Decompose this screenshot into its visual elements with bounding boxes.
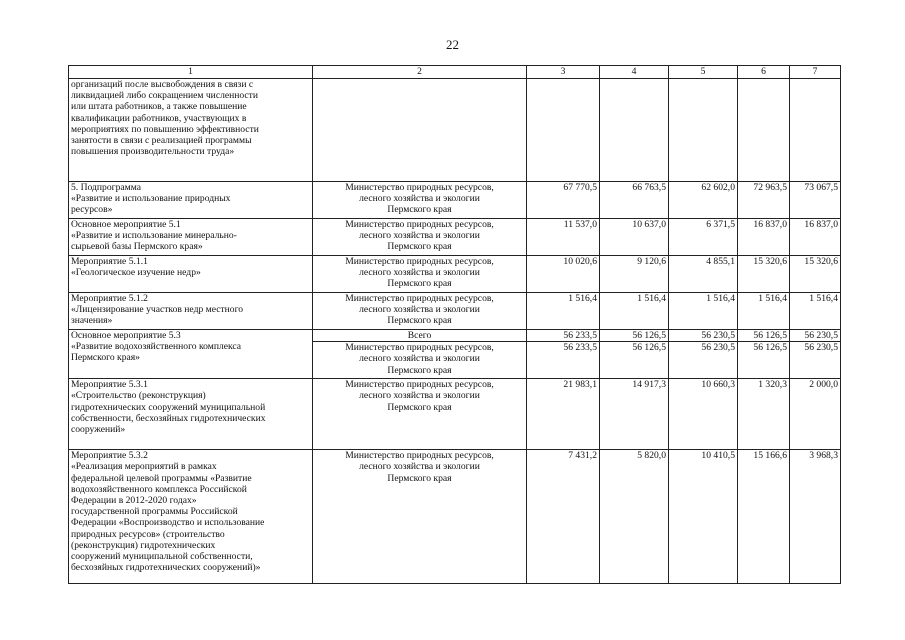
cell-text-line: «Лицензирование участков недр местного [71, 304, 244, 316]
value-cell: 2 000,0 [790, 379, 841, 450]
cell-text-line: Министерство природных ресурсов, [345, 182, 494, 193]
cell-text-line: Министерство природных ресурсов, [345, 293, 494, 304]
cell-text-line: Пермского края» [71, 352, 140, 364]
value-cell: 9 120,6 [600, 256, 669, 293]
cell-text-line: «Развитие и использование природных [71, 193, 231, 205]
executor-cell [313, 330, 527, 342]
activity-name-cell [69, 450, 313, 584]
activity-name-cell [69, 256, 313, 293]
executor-cell [313, 450, 527, 584]
executor-cell [313, 342, 527, 379]
value-cell [527, 79, 600, 182]
cell-text-line: ресурсов» [71, 204, 113, 216]
cell-text-line: водохозяйственного комплекса Российской [71, 483, 247, 495]
value-cell: 10 660,3 [669, 379, 738, 450]
value-cell: 56 233,5 [527, 342, 600, 379]
cell-text-line: Министерство природных ресурсов, [345, 450, 494, 462]
value-cell: 15 320,6 [790, 256, 841, 293]
cell-text-line: Пермского края [387, 278, 452, 290]
value-cell [669, 79, 738, 182]
cell-text-line: лесного хозяйства и экологии [359, 193, 480, 205]
cell-text-line: Всего [407, 330, 432, 341]
value-cell: 56 230,5 [669, 342, 738, 379]
executor-cell [313, 79, 527, 182]
value-cell: 56 230,5 [790, 342, 841, 379]
cell-text-line: Пермского края [387, 315, 452, 327]
value-cell: 14 917,3 [600, 379, 669, 450]
executor-cell [313, 293, 527, 330]
cell-text-line: сырьевой базы Пермского края» [71, 241, 203, 253]
table-row [69, 256, 841, 293]
column-header: 7 [790, 66, 841, 79]
value-cell: 5 820,0 [600, 450, 669, 584]
column-header: 4 [600, 66, 669, 79]
cell-text-line: Пермского края [387, 472, 452, 484]
executor-cell [313, 182, 527, 219]
budget-table [68, 65, 841, 584]
cell-text-line: Федерации в 2012-2020 годах» [71, 495, 197, 507]
cell-text-line: федеральной целевой программы «Развитие [71, 472, 252, 484]
cell-text-line: лесного хозяйства и экологии [359, 353, 480, 365]
executor-cell [313, 379, 527, 450]
value-cell: 6 371,5 [669, 219, 738, 256]
column-header: 1 [69, 66, 313, 79]
activity-name-cell [69, 79, 313, 182]
cell-text-line: ликвидацией либо сокращением численности [71, 90, 259, 102]
column-header: 3 [527, 66, 600, 79]
table-row [69, 182, 841, 219]
column-header: 2 [313, 66, 527, 79]
value-cell: 1 320,3 [738, 379, 790, 450]
table-row [69, 79, 841, 182]
value-cell: 3 968,3 [790, 450, 841, 584]
cell-text-line: Мероприятие 5.3.1 [71, 379, 148, 391]
value-cell: 10 637,0 [600, 219, 669, 256]
value-cell: 62 602,0 [669, 182, 738, 219]
cell-text-line: лесного хозяйства и экологии [359, 304, 480, 316]
cell-text-line: «Реализация мероприятий в рамках [71, 461, 217, 473]
value-cell: 1 516,4 [669, 293, 738, 330]
value-cell [790, 79, 841, 182]
cell-text-line: Пермского края [387, 241, 452, 253]
cell-text-line: Пермского края [387, 401, 452, 413]
cell-text-line: мероприятиях по повышению эффективности [71, 123, 259, 135]
value-cell: 16 837,0 [738, 219, 790, 256]
executor-cell [313, 219, 527, 256]
cell-text-line: государственной программы Российской [71, 506, 238, 518]
value-cell: 4 855,1 [669, 256, 738, 293]
value-cell [738, 79, 790, 182]
value-cell: 66 763,5 [600, 182, 669, 219]
cell-text-line: сооружений муниципальной собственности, [71, 551, 253, 563]
value-cell: 10 020,6 [527, 256, 600, 293]
activity-name-cell [69, 379, 313, 450]
value-cell [600, 79, 669, 182]
table-row [69, 450, 841, 584]
value-cell: 56 233,5 [527, 330, 600, 342]
value-cell: 56 126,5 [600, 342, 669, 379]
value-cell: 56 126,5 [738, 342, 790, 379]
cell-text-line: собственности, бесхозяйных гидротехнических [71, 412, 266, 424]
cell-text-line: 5. Подпрограмма [71, 182, 141, 193]
cell-text-line: Мероприятие 5.3.2 [71, 450, 148, 462]
value-cell: 73 067,5 [790, 182, 841, 219]
table-header-row [69, 66, 841, 79]
cell-text-line: «Строительство (реконструкция) [71, 390, 206, 402]
activity-name-cell [69, 219, 313, 256]
table-row [69, 293, 841, 330]
value-cell: 21 983,1 [527, 379, 600, 450]
value-cell: 7 431,2 [527, 450, 600, 584]
cell-text-line: «Развитие и использование минерально- [71, 230, 237, 242]
cell-text-line: значения» [71, 315, 113, 327]
cell-text-line: квалификации работников, участвующих в [71, 112, 247, 124]
column-header: 5 [669, 66, 738, 79]
cell-text-line: Министерство природных ресурсов, [345, 256, 494, 267]
value-cell: 1 516,4 [527, 293, 600, 330]
cell-text-line: (реконструкция) гидротехнических [71, 539, 216, 551]
cell-text-line: Федерации «Воспроизводство и использование [71, 517, 265, 529]
cell-text-line: или штата работников, а также повышение [71, 101, 247, 113]
cell-text-line: лесного хозяйства и экологии [359, 390, 480, 402]
cell-text-line: Основное мероприятие 5.3 [71, 330, 181, 341]
value-cell: 1 516,4 [600, 293, 669, 330]
table-row [69, 219, 841, 256]
table-row [69, 379, 841, 450]
cell-text-line: занятости в связи с реализацией программы [71, 135, 252, 147]
value-cell: 10 410,5 [669, 450, 738, 584]
value-cell: 15 320,6 [738, 256, 790, 293]
cell-text-line: Основное мероприятие 5.1 [71, 219, 181, 230]
activity-name-cell [69, 330, 313, 379]
value-cell: 72 963,5 [738, 182, 790, 219]
value-cell: 16 837,0 [790, 219, 841, 256]
value-cell: 15 166,6 [738, 450, 790, 584]
cell-text-line: природных ресурсов» (строительство [71, 528, 225, 540]
page-number: 22 [446, 37, 459, 52]
cell-text-line: Министерство природных ресурсов, [345, 379, 494, 391]
executor-cell [313, 256, 527, 293]
activity-name-cell [69, 182, 313, 219]
cell-text-line: организаций после высвобождения в связи с [71, 79, 254, 90]
cell-text-line: лесного хозяйства и экологии [359, 267, 480, 279]
value-cell: 11 537,0 [527, 219, 600, 256]
cell-text-line: Мероприятие 5.1.1 [71, 256, 148, 267]
cell-text-line: повышения производительности труда» [71, 146, 235, 158]
cell-text-line: «Развитие водохозяйственного комплекса [71, 341, 242, 353]
cell-text-line: сооружений» [71, 424, 126, 436]
activity-name-cell [69, 293, 313, 330]
cell-text-line: Пермского края [387, 204, 452, 216]
cell-text-line: бесхозяйных гидротехнических сооружений)» [71, 562, 261, 574]
value-cell: 67 770,5 [527, 182, 600, 219]
cell-text-line: Министерство природных ресурсов, [345, 342, 494, 354]
column-header: 6 [738, 66, 790, 79]
cell-text-line: лесного хозяйства и экологии [359, 230, 480, 242]
table-row [69, 330, 841, 342]
value-cell: 1 516,4 [790, 293, 841, 330]
value-cell: 56 126,5 [600, 330, 669, 342]
value-cell: 56 230,5 [790, 330, 841, 342]
cell-text-line: гидротехнических сооружений муниципальной [71, 401, 266, 413]
value-cell: 56 126,5 [738, 330, 790, 342]
cell-text-line: Пермского края [387, 364, 452, 376]
cell-text-line: «Геологическое изучение недр» [71, 267, 201, 279]
cell-text-line: лесного хозяйства и экологии [359, 461, 480, 473]
value-cell: 56 230,5 [669, 330, 738, 342]
cell-text-line: Мероприятие 5.1.2 [71, 293, 148, 304]
value-cell: 1 516,4 [738, 293, 790, 330]
cell-text-line: Министерство природных ресурсов, [345, 219, 494, 230]
